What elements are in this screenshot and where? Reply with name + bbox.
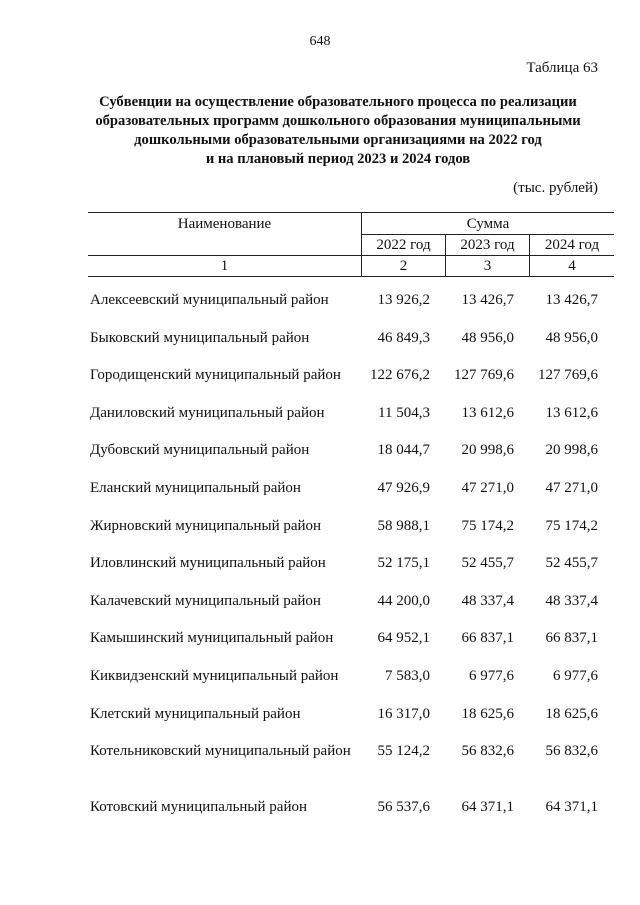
table-row xyxy=(88,798,614,836)
value-2023: 52 455,7 xyxy=(461,555,514,572)
row-name: Городищенский муниципальный район xyxy=(90,367,341,384)
table-row xyxy=(88,329,614,367)
value-2022: 64 952,1 xyxy=(377,630,430,647)
title-line: и на плановый период 2023 и 2024 годов xyxy=(205,151,471,167)
column-number: 1 xyxy=(220,258,229,274)
column-number: 3 xyxy=(483,258,492,274)
header-rule xyxy=(88,212,614,213)
table-row xyxy=(88,366,614,404)
value-2023: 56 832,6 xyxy=(461,743,514,760)
value-2022: 7 583,0 xyxy=(385,667,430,684)
header-name: Наименование xyxy=(177,216,272,232)
table-label: Таблица 63 xyxy=(526,60,598,76)
value-2022: 58 988,1 xyxy=(377,517,430,534)
value-2022: 44 200,0 xyxy=(377,592,430,609)
column-number: 2 xyxy=(399,258,408,274)
table-row xyxy=(88,629,614,667)
row-name: Киквидзенский муниципальный район xyxy=(90,667,339,684)
row-name: Калачевский муниципальный район xyxy=(90,592,321,609)
value-2022: 47 926,9 xyxy=(377,479,430,496)
header-year-2022: 2022 год xyxy=(376,237,431,253)
value-2024: 75 174,2 xyxy=(545,517,598,534)
row-name: Дубовский муниципальный район xyxy=(90,442,310,459)
value-2024: 13 612,6 xyxy=(545,404,598,421)
title-line: Субвенции на осуществление образовательного процесса по реализации xyxy=(99,94,577,110)
table-row xyxy=(88,554,614,592)
header-year-2023: 2023 год xyxy=(460,237,515,253)
row-name: Иловлинский муниципальный район xyxy=(90,555,326,572)
value-2023: 48 956,0 xyxy=(461,329,514,346)
value-2024: 56 832,6 xyxy=(545,743,598,760)
column-number: 4 xyxy=(568,258,576,274)
value-2023: 20 998,6 xyxy=(461,442,514,459)
row-name: Жирновский муниципальный район xyxy=(90,517,322,534)
value-2024: 64 371,1 xyxy=(545,799,598,816)
value-2023: 13 612,6 xyxy=(461,404,514,421)
value-2024: 48 337,4 xyxy=(545,592,598,609)
row-name: Котовский муниципальный район xyxy=(90,799,308,816)
header-rule xyxy=(88,276,614,277)
document-title xyxy=(70,93,606,169)
row-name: Алексеевский муниципальный район xyxy=(90,292,329,308)
row-name: Камышинский муниципальный район xyxy=(90,630,334,647)
value-2023: 48 337,4 xyxy=(461,592,514,609)
value-2023: 64 371,1 xyxy=(461,799,514,816)
table-row xyxy=(88,742,614,798)
page-number: 648 xyxy=(309,34,331,49)
value-2024: 127 769,6 xyxy=(538,367,598,384)
table-header xyxy=(88,212,614,276)
value-2023: 6 977,6 xyxy=(469,667,514,684)
value-2022: 46 849,3 xyxy=(377,329,430,346)
table-row xyxy=(88,517,614,555)
title-line: образовательных программ дошкольного образования муниципальными xyxy=(95,113,581,129)
row-name: Еланский муниципальный район xyxy=(90,479,301,496)
value-2023: 47 271,0 xyxy=(461,479,514,496)
value-2022: 55 124,2 xyxy=(377,743,430,760)
value-2024: 18 625,6 xyxy=(545,705,598,722)
value-2024: 20 998,6 xyxy=(545,442,598,459)
table-body xyxy=(88,291,614,836)
value-2024: 47 271,0 xyxy=(545,479,598,496)
row-name: Клетский муниципальный район xyxy=(90,705,301,722)
units-note: (тыс. рублей) xyxy=(513,180,598,196)
value-2023: 66 837,1 xyxy=(461,630,514,647)
table-row xyxy=(88,404,614,442)
row-name: Быковский муниципальный район xyxy=(90,329,310,346)
value-2022: 13 926,2 xyxy=(377,292,430,308)
value-2023: 13 426,7 xyxy=(461,292,514,308)
header-sum: Сумма xyxy=(466,216,510,232)
value-2024: 66 837,1 xyxy=(545,630,598,647)
value-2022: 122 676,2 xyxy=(370,367,430,384)
value-2022: 56 537,6 xyxy=(377,799,430,816)
value-2024: 52 455,7 xyxy=(545,555,598,572)
title-line: дошкольными образовательными организациями на 2022 год xyxy=(134,132,542,148)
row-name: Котельниковский муниципальный район xyxy=(90,743,351,760)
header-year-2024: 2024 год xyxy=(544,237,600,253)
table-row xyxy=(88,441,614,479)
value-2022: 18 044,7 xyxy=(377,442,430,459)
row-name: Даниловский муниципальный район xyxy=(90,404,325,421)
table-row xyxy=(88,667,614,705)
value-2022: 52 175,1 xyxy=(377,555,430,572)
table-row xyxy=(88,291,614,329)
value-2024: 13 426,7 xyxy=(545,292,598,308)
value-2022: 11 504,3 xyxy=(378,404,430,421)
value-2023: 75 174,2 xyxy=(461,517,514,534)
value-2024: 48 956,0 xyxy=(545,329,598,346)
value-2023: 127 769,6 xyxy=(454,367,514,384)
table-row xyxy=(88,705,614,743)
table-row xyxy=(88,479,614,517)
value-2022: 16 317,0 xyxy=(377,705,430,722)
table-row xyxy=(88,592,614,630)
value-2023: 18 625,6 xyxy=(461,705,514,722)
value-2024: 6 977,6 xyxy=(553,667,598,684)
